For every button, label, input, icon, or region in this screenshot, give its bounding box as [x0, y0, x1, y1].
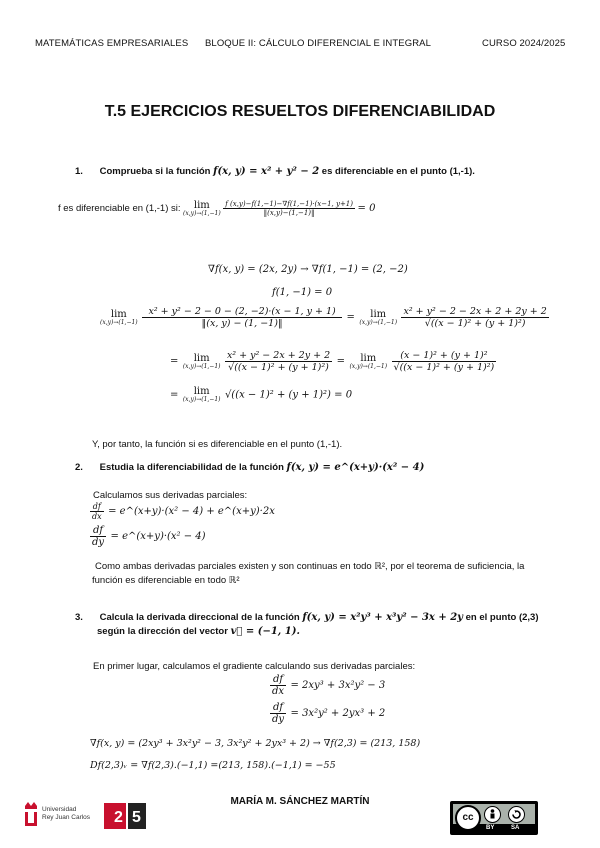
by-person-icon	[484, 806, 501, 823]
step4-denominator: √((x − 1)² + (y + 1)²)	[393, 362, 495, 373]
exercise-3-statement-line2	[97, 626, 300, 637]
equals: =	[170, 389, 179, 401]
exercise-3-function: f(x, y) = x²y³ + x³y² − 3x + 2y	[302, 612, 463, 623]
dfdy-numerator: df	[270, 702, 286, 714]
limit-step-1	[100, 306, 549, 329]
exercise-1-text-b: es diferenciable en el punto	[321, 166, 447, 177]
step2-denominator: √((x − 1)² + (y + 1)²)	[424, 318, 526, 329]
cc-license-badge[interactable]	[450, 801, 538, 835]
exercise-2-statement	[75, 462, 424, 473]
exercise-1-number: 1.	[75, 166, 83, 177]
condition-limit	[183, 201, 221, 217]
condition-rhs: = 0	[357, 203, 376, 214]
limit-subscript: (x,y)→(1,−1)	[100, 318, 138, 326]
exercise-1-statement	[75, 166, 475, 177]
exercise-1-fvalue: f(1, −1) = 0	[272, 287, 333, 298]
step3-numerator: x² + y² − 2x + 2y + 2	[226, 350, 331, 361]
condition-text: f es diferenciable en (1,-1) si:	[58, 203, 181, 214]
exercise-3-intro: En primer lugar, calculamos el gradiente calculando sus derivadas parciales:	[93, 661, 416, 672]
dfdy-rhs: = 3x²y² + 2yx³ + 2	[290, 708, 386, 719]
equals: =	[336, 356, 345, 367]
header-subject: MATEMÁTICAS EMPRESARIALES	[35, 38, 189, 49]
cc-icon	[455, 805, 481, 831]
limit-symbol: lim	[193, 199, 210, 211]
dfdy-rhs: = e^(x+y)·(x² − 4)	[110, 531, 206, 542]
limit-symbol: lim	[193, 352, 210, 364]
by-label: BY	[486, 825, 495, 831]
header-block: BLOQUE II: CÁLCULO DIFERENCIAL E INTEGRAL	[205, 38, 431, 49]
step1-denominator: ‖(x, y) − (1, −1)‖	[201, 318, 283, 329]
step2-numerator: x² + y² − 2 − 2x + 2 + 2y + 2	[403, 306, 547, 317]
limit-step-3	[170, 386, 352, 404]
exercise-1-condition	[58, 200, 375, 217]
limit-symbol: lim	[360, 352, 377, 364]
exercise-1-point: (1,-1).	[449, 166, 475, 177]
exercise-3-dfdx	[270, 674, 385, 697]
author-name: MARÍA M. SÁNCHEZ MARTÍN	[230, 796, 370, 807]
dfdx-denominator: dx	[92, 512, 102, 521]
dfdx-numerator: df	[90, 502, 104, 512]
condition-denominator: ‖(x,y)−(1,−1)‖	[263, 209, 315, 217]
dfdy-denominator: dy	[272, 714, 285, 725]
exercise-2-conclusion-line1: Como ambas derivadas parciales existen y son continuas en todo ℝ², por el teorema de suficiencia, la	[95, 561, 525, 572]
share-alike-icon	[508, 806, 525, 823]
exercise-3-text-b: en el punto (2,3)	[465, 612, 539, 623]
step5-expression: √((x − 1)² + (y + 1)²) = 0	[224, 389, 353, 401]
limit-subscript: (x,y)→(1,−1)	[182, 362, 221, 370]
exercise-2-intro: Calculamos sus derivadas parciales:	[93, 490, 248, 501]
exercise-3-number: 3.	[75, 612, 83, 623]
limit-symbol: lim	[370, 308, 387, 320]
exercise-3-dfdy	[270, 702, 385, 725]
exercise-3-text-a: Calcula la derivada direccional de la función	[99, 612, 300, 623]
limit-subscript: (x,y)→(1,−1)	[349, 362, 388, 370]
limit-step-2	[170, 350, 496, 373]
dfdx-rhs: = e^(x+y)·(x² − 4) + e^(x+y)·2x	[108, 506, 275, 517]
exercise-1-text-a: Comprueba si la función	[99, 166, 211, 177]
step4-numerator: (x − 1)² + (y + 1)²	[392, 350, 497, 362]
cc-label: cc	[462, 812, 474, 823]
exercise-1-conclusion: Y, por tanto, la función si es diferenciable en el punto (1,-1).	[92, 439, 343, 450]
condition-numerator: f (x,y)−f(1,−1)−∇f(1,−1)·(x−1, y+1)	[225, 200, 353, 208]
exercise-3-text-c: según la dirección del vector	[97, 626, 228, 637]
limit-subscript: (x,y)→(1,−1)	[182, 395, 221, 403]
equals: =	[170, 356, 179, 367]
svg-text:5: 5	[132, 809, 141, 826]
exercise-1-gradient: ∇f(x, y) = (2x, 2y) → ∇f(1, −1) = (2, −2)	[208, 264, 408, 275]
limit-subscript: (x,y)→(1,−1)	[359, 318, 398, 326]
equals: =	[346, 312, 355, 323]
dfdx-denominator: dx	[272, 686, 285, 697]
university-name	[42, 806, 90, 822]
limit-symbol: lim	[110, 308, 127, 320]
university-name-line1: Universidad	[42, 806, 77, 813]
limit-subscript: (x,y)→(1,−1)	[183, 209, 221, 217]
exercise-2-dfdx	[90, 502, 275, 521]
dfdy-numerator: df	[90, 525, 106, 537]
condition-fraction	[223, 200, 355, 217]
limit-symbol: lim	[193, 385, 210, 397]
dfdx-rhs: = 2xy³ + 3x²y² − 3	[290, 680, 386, 691]
exercise-2-function: f(x, y) = e^(x+y)·(x² − 4)	[286, 462, 425, 473]
exercise-3-statement	[75, 612, 538, 623]
exercise-3-directional-derivative: Df(2,3)ᵥ = ∇f(2,3).(−1,1) =(213, 158).(−1,1) = −55	[90, 760, 336, 771]
university-name-line2: Rey Juan Carlos	[42, 814, 91, 821]
sa-label: SA	[511, 825, 520, 831]
step3-denominator: √((x − 1)² + (y + 1)²)	[228, 362, 329, 373]
exercise-3-vector: v⃗ = (−1, 1).	[230, 626, 300, 637]
svg-text:2: 2	[114, 809, 123, 826]
page-title: T.5 EJERCICIOS RESUELTOS DIFERENCIABILIDAD	[104, 103, 496, 120]
exercise-3-gradient: ∇f(x, y) = (2xy³ + 3x²y² − 3, 3x²y² + 2yx³ + 2) → ∇f(2,3) = (213, 158)	[90, 738, 421, 749]
header-course: CURSO 2024/2025	[482, 38, 566, 49]
exercise-2-conclusion-line2: función es diferenciable en todo ℝ²	[92, 575, 240, 586]
dfdy-denominator: dy	[92, 537, 105, 548]
step1-numerator: x² + y² − 2 − 0 − (2, −2)·(x − 1, y + 1)	[142, 306, 342, 318]
exercise-2-number: 2.	[75, 462, 83, 473]
dfdx-numerator: df	[270, 674, 286, 686]
exercise-2-dfdy	[90, 525, 206, 548]
exercise-2-text: Estudia la diferenciabilidad de la función	[99, 462, 284, 473]
exercise-1-function: f(x, y) = x² + y² − 2	[213, 166, 320, 177]
